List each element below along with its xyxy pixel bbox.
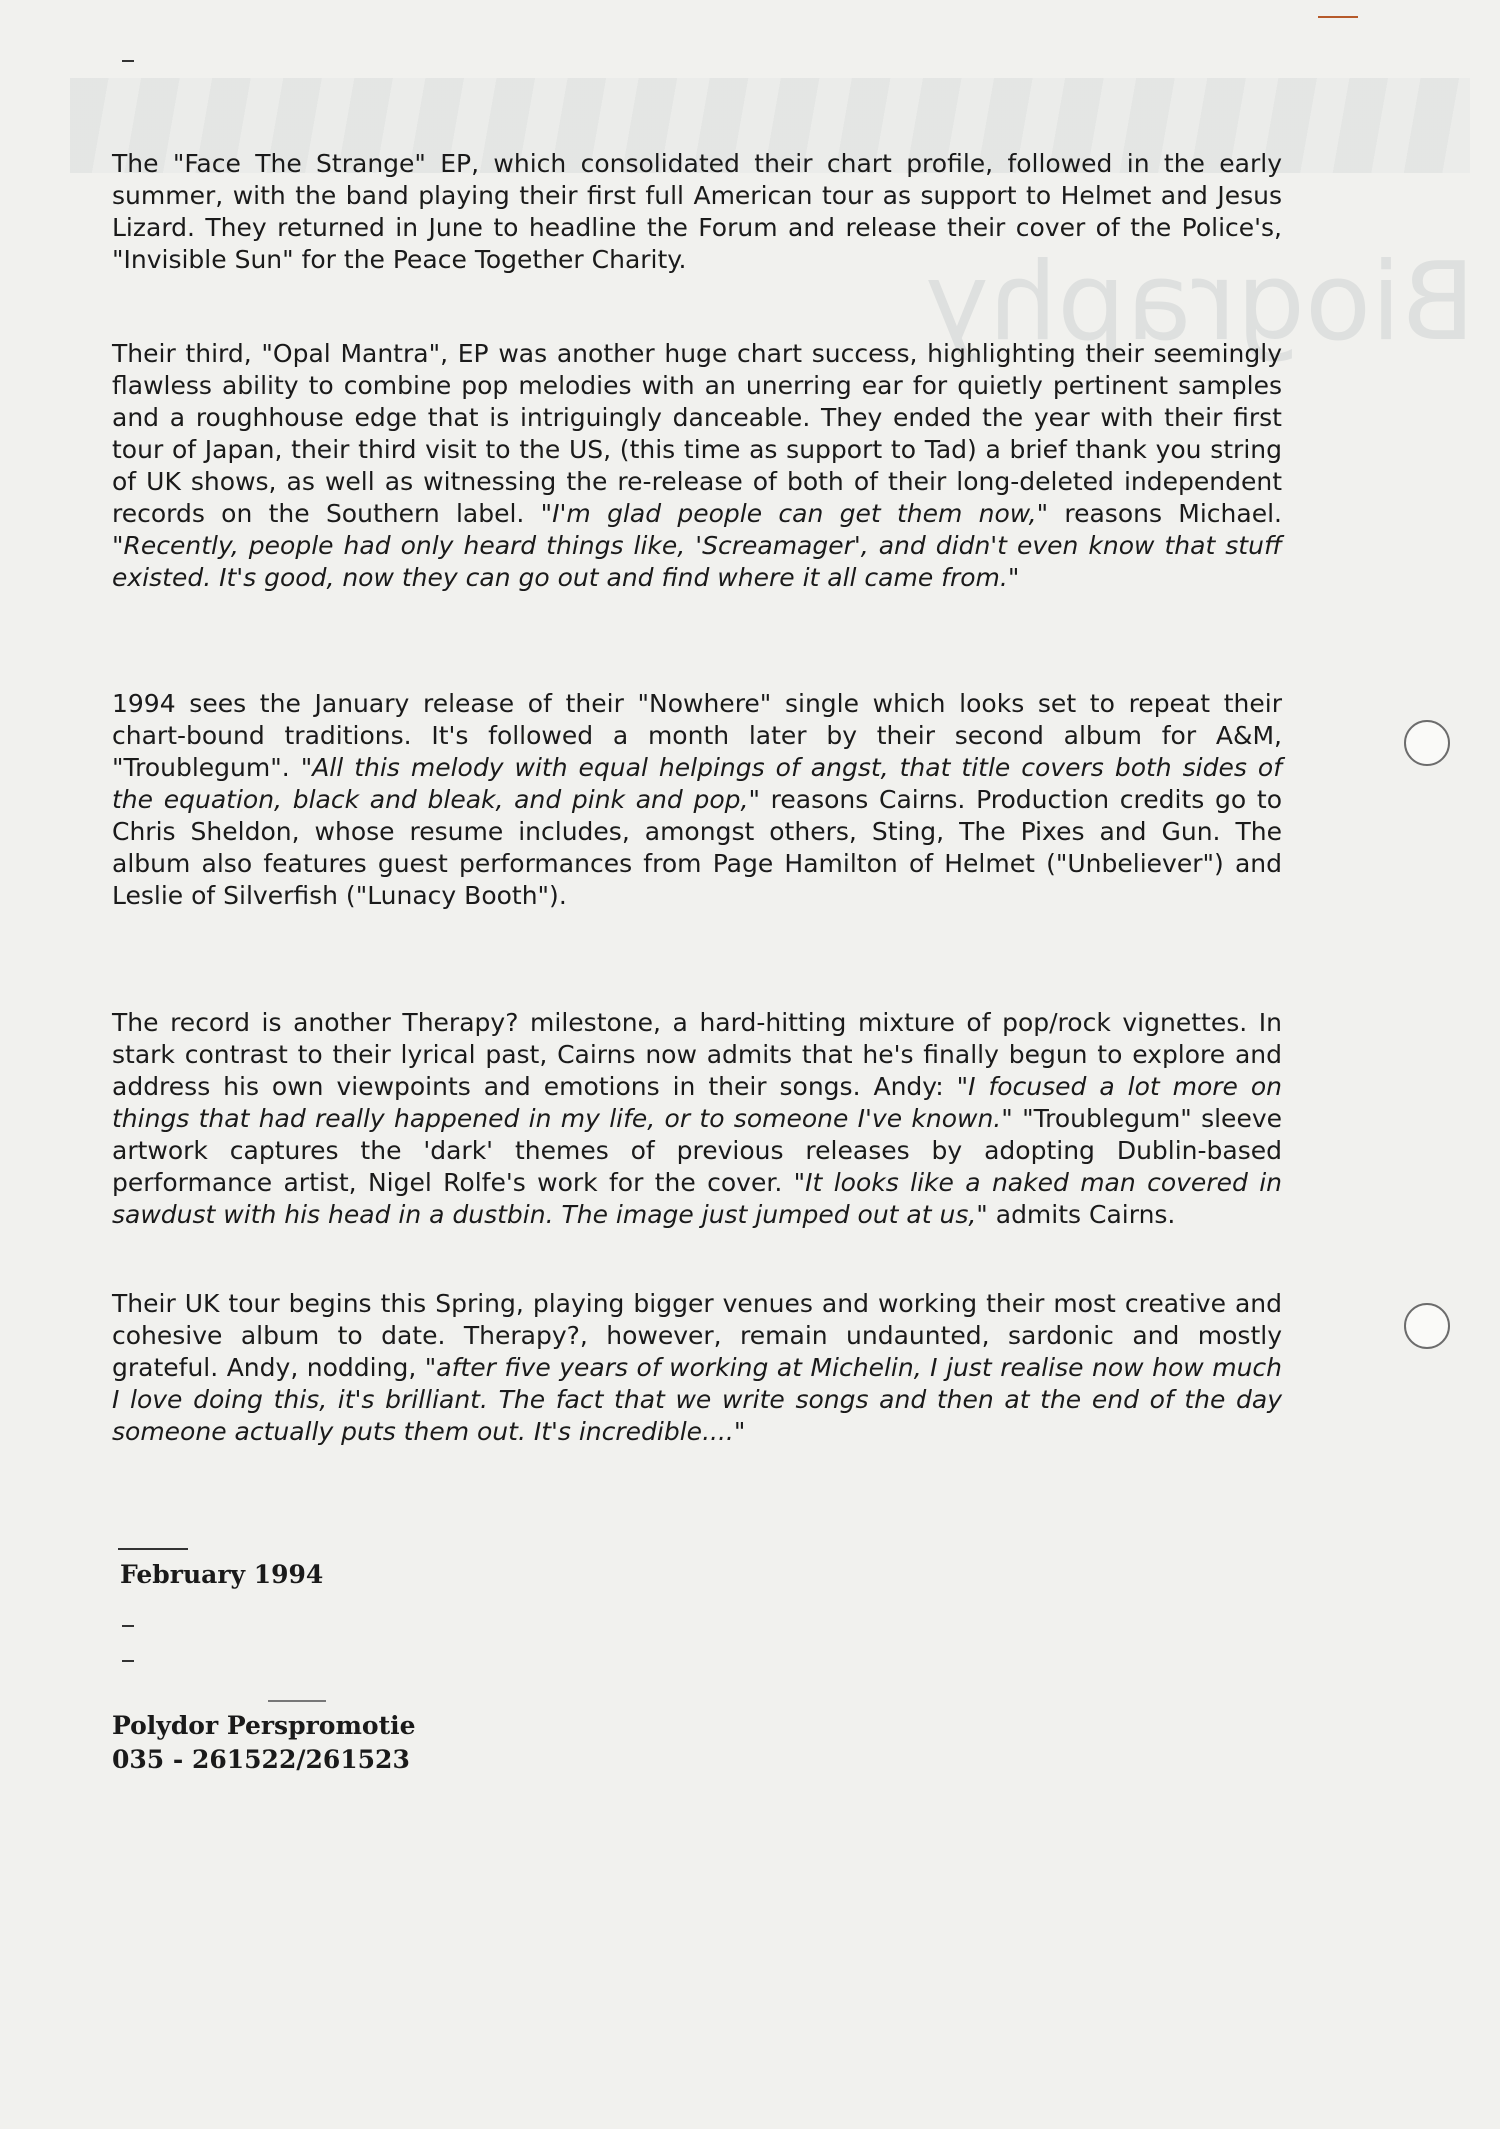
quote-cairns-1: "All this melody with equal helpings of angst, that title covers both sides of the equation, black and bleak, and pink and pop," (112, 753, 1283, 814)
quote-michael-1: "I'm glad people can get them now," (540, 499, 1049, 528)
paragraph-opal-mantra: Their third, "Opal Mantra", EP was another huge chart success, highlighting their seemingly flawless ability to combine pop melodies with an unerring ear for quietly pertinent samples and a roughhouse edge that is intriguingly danceable. They ended the year with their first tour of Japan, their third visit to the US, (this time as support to Tad) a brief thank you string of UK shows, as well as witnessing the re-release of both of their long-deleted independent records on the Southern label. "I'm glad people can get them now," reasons Michael. "Recently, people had only heard things like, 'Screamager', and didn't even know that stuff existed. It's good, now they can go out and find where it all came from." (112, 339, 1282, 592)
quote-andy-2: "after five years of working at Michelin, I just realise now how much I love doing this, it's brilliant. The fact that we write songs and then at the end of the day someone actually puts them out. It's incredible...." (112, 1353, 1283, 1446)
dash-mark (122, 60, 134, 62)
show-through-title: Biography (925, 240, 1476, 365)
punch-hole (1404, 1303, 1450, 1349)
paragraph-face-the-strange: The "Face The Strange" EP, which consolidated their chart profile, followed in the early summer, with the band playing their first full American tour as support to Helmet and Jesus Lizard. They returned in June to headline the Forum and release their cover of the Police's, "Invisible Sun" for the Peace Together Charity. (112, 149, 1282, 274)
dash-mark (268, 1700, 326, 1702)
quote-cairns-2: "It looks like a naked man covered in sawdust with his head in a dustbin. The image just jumped out at us," (112, 1168, 1283, 1229)
paragraph-uk-tour: Their UK tour begins this Spring, playing bigger venues and working their most creative and cohesive album to date. Therapy?, however, remain undaunted, sardonic and mostly grateful. Andy, nodding, "after five years of working at Michelin, I just realise now how much I love doing this, it's brilliant. The fact that we write songs and then at the end of the day someone actually puts them out. It's incredible...." (112, 1289, 1283, 1446)
quote-andy-1: "I focused a lot more on things that had really happened in my life, or to someone I've known." (112, 1072, 1282, 1133)
paragraph-milestone: The record is another Therapy? milestone, a hard-hitting mixture of pop/rock vignettes. In stark contrast to their lyrical past, Cairns now admits that he's finally begun to explore and address his own viewpoints and emotions in their songs. Andy: "I focused a lot more on things that had really happened in my life, or to someone I've known." "Troublegum" sleeve artwork captures the 'dark' themes of previous releases by adopting Dublin-based performance artist, Nigel Rolfe's work for the cover. "It looks like a naked man covered in sawdust with his head in a dustbin. The image just jumped out at us," admits Cairns. (112, 1008, 1283, 1229)
document-date: February 1994 (120, 1560, 324, 1589)
punch-hole (1404, 720, 1450, 766)
paragraph-troublegum: 1994 sees the January release of their "Nowhere" single which looks set to repeat their chart-bound traditions. It's followed a month later by their second album for A&M, "Troublegum". "All this melody with equal helpings of angst, that title covers both sides of the equation, black and bleak, and pink and pop," reasons Cairns. Production credits go to Chris Sheldon, whose resume includes, amongst others, Sting, The Pixes and Gun. The album also features guest performances from Page Hamilton of Helmet ("Unbeliever") and Leslie of Silverfish ("Lunacy Booth"). (112, 689, 1283, 910)
dash-mark (122, 1660, 134, 1662)
quote-michael-2: "Recently, people had only heard things like, 'Screamager', and didn't even know that stuff existed. It's good, now they can go out and find where it all came from." (112, 531, 1282, 592)
company-phone: 035 - 261522/261523 (112, 1745, 410, 1774)
edge-mark (1318, 16, 1358, 18)
dash-mark (118, 1548, 188, 1550)
dash-mark (122, 1625, 134, 1627)
company-name: Polydor Perspromotie (112, 1711, 416, 1740)
